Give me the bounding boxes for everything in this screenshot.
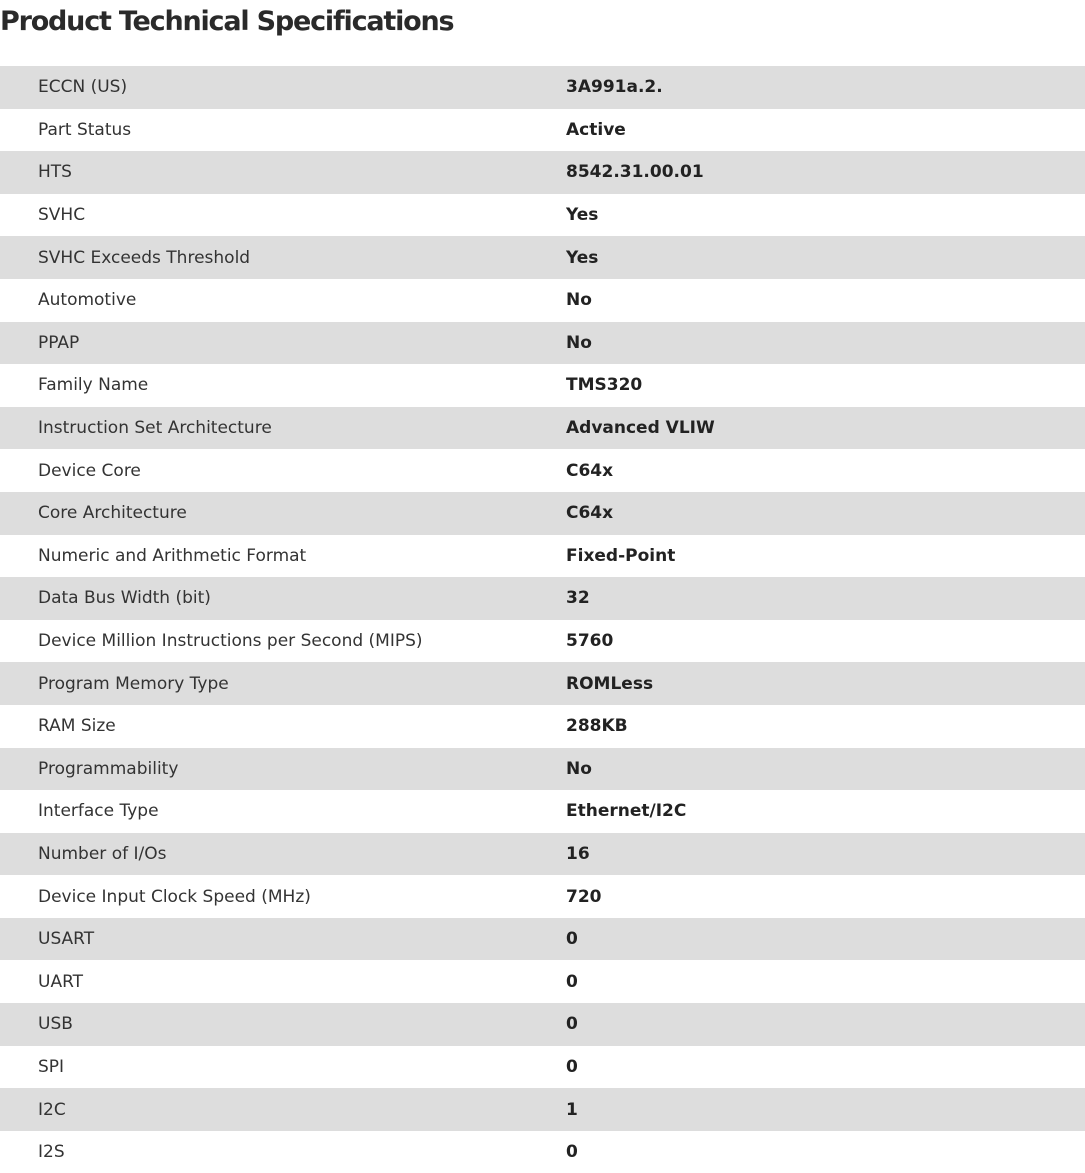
spec-table bbox=[0, 66, 1085, 1173]
table-row bbox=[0, 833, 1085, 876]
spec-label: Core Architecture bbox=[0, 492, 566, 535]
spec-value: C64x bbox=[566, 449, 1085, 492]
table-row bbox=[0, 407, 1085, 450]
spec-value: TMS320 bbox=[566, 364, 1085, 407]
spec-value: ROMLess bbox=[566, 662, 1085, 705]
table-row bbox=[0, 1003, 1085, 1046]
table-row bbox=[0, 492, 1085, 535]
spec-value: C64x bbox=[566, 492, 1085, 535]
table-row bbox=[0, 535, 1085, 578]
spec-label: Data Bus Width (bit) bbox=[0, 577, 566, 620]
spec-label: Device Input Clock Speed (MHz) bbox=[0, 875, 566, 918]
spec-label: Part Status bbox=[0, 109, 566, 152]
table-row bbox=[0, 449, 1085, 492]
spec-label: Program Memory Type bbox=[0, 662, 566, 705]
spec-value: 3A991a.2. bbox=[566, 66, 1085, 109]
spec-label: HTS bbox=[0, 151, 566, 194]
spec-value: 0 bbox=[566, 1046, 1085, 1089]
spec-value: 1 bbox=[566, 1088, 1085, 1131]
spec-value: No bbox=[566, 279, 1085, 322]
spec-label: PPAP bbox=[0, 322, 566, 365]
table-row bbox=[0, 364, 1085, 407]
table-row bbox=[0, 705, 1085, 748]
spec-label: USB bbox=[0, 1003, 566, 1046]
spec-label: Family Name bbox=[0, 364, 566, 407]
table-row bbox=[0, 748, 1085, 791]
table-row bbox=[0, 279, 1085, 322]
spec-value: 0 bbox=[566, 960, 1085, 1003]
spec-label: SVHC Exceeds Threshold bbox=[0, 236, 566, 279]
spec-label: Numeric and Arithmetic Format bbox=[0, 535, 566, 578]
table-row bbox=[0, 620, 1085, 663]
spec-value: Yes bbox=[566, 194, 1085, 237]
spec-value: 288KB bbox=[566, 705, 1085, 748]
spec-label: Device Million Instructions per Second (MIPS) bbox=[0, 620, 566, 663]
table-row bbox=[0, 151, 1085, 194]
spec-label: I2C bbox=[0, 1088, 566, 1131]
spec-label: RAM Size bbox=[0, 705, 566, 748]
spec-label: Interface Type bbox=[0, 790, 566, 833]
table-row bbox=[0, 322, 1085, 365]
spec-label: Device Core bbox=[0, 449, 566, 492]
spec-value: 0 bbox=[566, 918, 1085, 961]
spec-label: SVHC bbox=[0, 194, 566, 237]
spec-value: Advanced VLIW bbox=[566, 407, 1085, 450]
table-row bbox=[0, 662, 1085, 705]
spec-value: 0 bbox=[566, 1131, 1085, 1173]
table-row bbox=[0, 875, 1085, 918]
table-row bbox=[0, 790, 1085, 833]
table-row bbox=[0, 236, 1085, 279]
table-row bbox=[0, 194, 1085, 237]
spec-value: Yes bbox=[566, 236, 1085, 279]
spec-label: Programmability bbox=[0, 748, 566, 791]
table-row bbox=[0, 960, 1085, 1003]
table-row bbox=[0, 577, 1085, 620]
spec-value: 0 bbox=[566, 1003, 1085, 1046]
spec-label: Automotive bbox=[0, 279, 566, 322]
spec-value: Active bbox=[566, 109, 1085, 152]
spec-value: 16 bbox=[566, 833, 1085, 876]
table-row bbox=[0, 1088, 1085, 1131]
spec-value: Fixed-Point bbox=[566, 535, 1085, 578]
spec-label: Instruction Set Architecture bbox=[0, 407, 566, 450]
spec-value: No bbox=[566, 748, 1085, 791]
spec-value: No bbox=[566, 322, 1085, 365]
page-title: Product Technical Specifications bbox=[0, 6, 454, 37]
spec-label: I2S bbox=[0, 1131, 566, 1173]
spec-label: UART bbox=[0, 960, 566, 1003]
table-row bbox=[0, 918, 1085, 961]
table-row bbox=[0, 66, 1085, 109]
spec-value: 5760 bbox=[566, 620, 1085, 663]
spec-label: USART bbox=[0, 918, 566, 961]
spec-value: 720 bbox=[566, 875, 1085, 918]
spec-value: 32 bbox=[566, 577, 1085, 620]
spec-value: 8542.31.00.01 bbox=[566, 151, 1085, 194]
spec-label: SPI bbox=[0, 1046, 566, 1089]
table-row bbox=[0, 109, 1085, 152]
table-row bbox=[0, 1046, 1085, 1089]
spec-value: Ethernet/I2C bbox=[566, 790, 1085, 833]
spec-label: ECCN (US) bbox=[0, 66, 566, 109]
spec-label: Number of I/Os bbox=[0, 833, 566, 876]
table-row bbox=[0, 1131, 1085, 1173]
